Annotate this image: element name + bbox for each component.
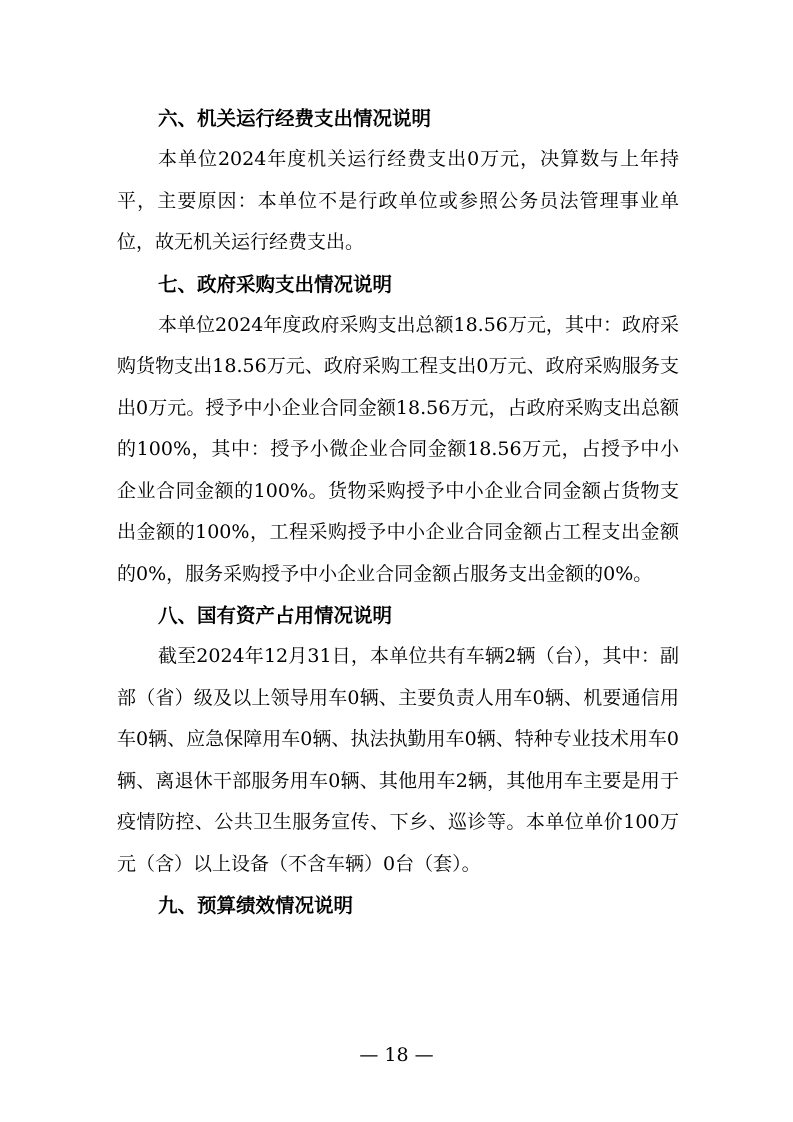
section-budget-performance [117, 885, 679, 926]
section-heading: 九、预算绩效情况说明 [158, 894, 354, 917]
section-heading: 七、政府采购支出情况说明 [158, 272, 393, 296]
section-office-operating-expenses [117, 98, 679, 264]
section-paragraph: 本单位2024年度政府采购支出总额18.56万元，其中：政府采购货物支出18.56万元、政府采购工程支出0万元、政府采购服务支出0万元。授予中小企业合同金额18.56万元，占政府采购支出总额的100%，其中：授予小微企业合同金额18.56万元，占授予中小企业合同金额的100%。货物采购授予中小企业合同金额占货物支出金额的100%，工程采购授予中小企业合同金额占工程支出金额的0%，服务采购授予中小企业合同金额占服务支出金额的0%。 [117, 313, 679, 585]
section-paragraph: 截至2024年12月31日，本单位共有车辆2辆（台），其中：副部（省）级及以上领导用车0辆、主要负责人用车0辆、机要通信用车0辆、应急保障用车0辆、执法执勤用车0辆、特种专业技术用车0辆、离退休干部服务用车0辆、其他用车2辆，其他用车主要是用于疫情防控、公共卫生服务宣传、下乡、巡诊等。本单位单价100万元（含）以上设备（不含车辆）0台（套）。 [117, 645, 679, 875]
page-content [117, 98, 679, 926]
section-paragraph: 本单位2024年度机关运行经费支出0万元，决算数与上年持平，主要原因：本单位不是行政单位或参照公务员法管理事业单位，故无机关运行经费支出。 [117, 148, 679, 253]
section-government-procurement [117, 264, 679, 596]
page-number: — 18 — [359, 1044, 434, 1066]
section-state-assets [117, 595, 679, 885]
section-heading: 八、国有资产占用情况说明 [158, 604, 393, 627]
section-heading: 六、机关运行经费支出情况说明 [158, 107, 432, 130]
